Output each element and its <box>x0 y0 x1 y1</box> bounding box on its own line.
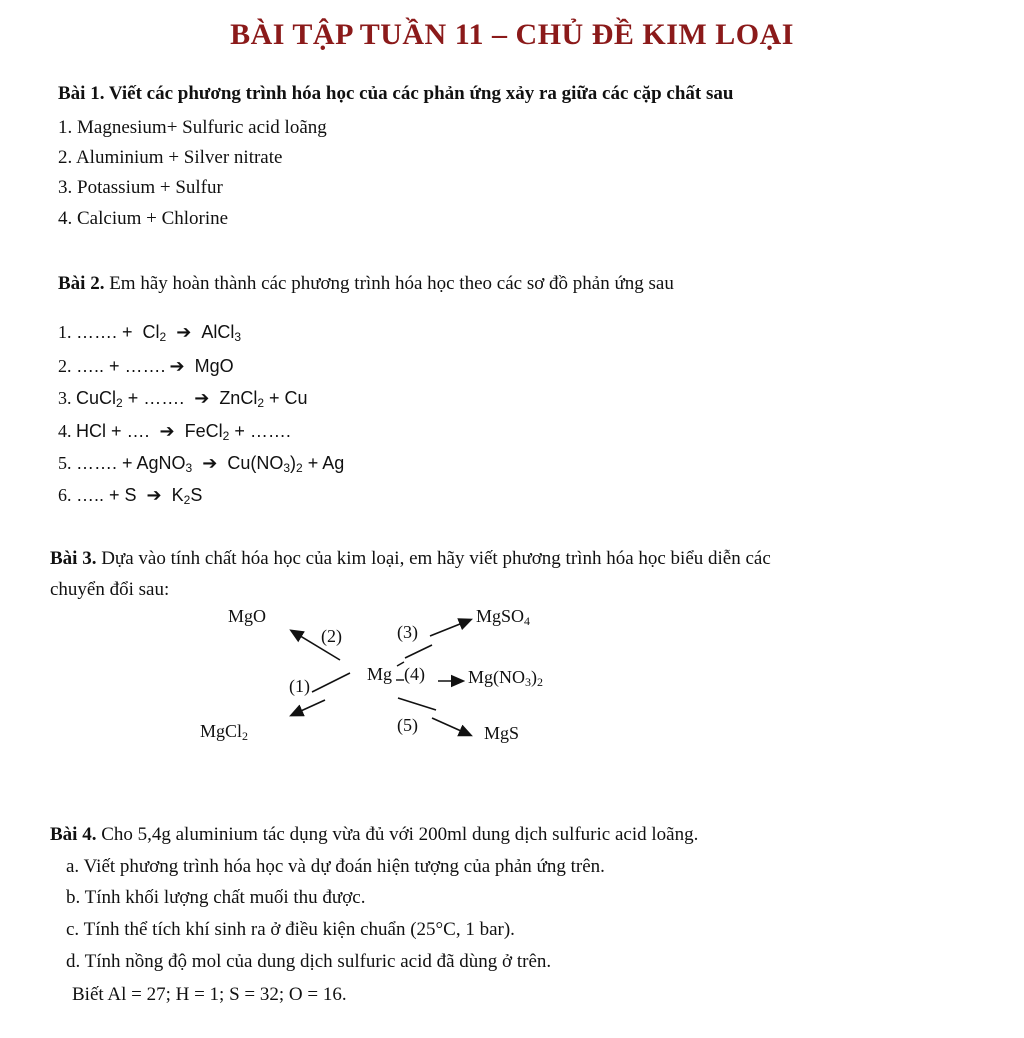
arrow-3-line <box>405 645 432 658</box>
arrow-icon: ➔ <box>159 421 175 441</box>
eq-subscript: 2 <box>116 396 123 410</box>
eq-reactant: Cl <box>142 322 160 342</box>
arrow-5-line <box>398 698 436 710</box>
node-mgso4 <box>476 606 530 627</box>
node-mgcl2 <box>200 721 248 742</box>
eq-reactant-blank: + ……. <box>122 388 185 408</box>
bai3-prompt-line2: chuyển đổi sau: <box>50 579 170 600</box>
arrow-3-icon <box>430 620 470 636</box>
step-label-4: (4) <box>404 664 425 684</box>
bai1-item-2: 2. Aluminium + Silver nitrate <box>58 147 283 168</box>
node-subscript: 2 <box>242 729 249 743</box>
eq-subscript: 3 <box>283 461 291 475</box>
node-subscript: 3 <box>525 675 531 689</box>
node-text: MgSO <box>476 606 525 626</box>
eq-reactant: CuCl <box>76 388 117 408</box>
page-title: BÀI TẬP TUẦN 11 – CHỦ ĐỀ KIM LOẠI <box>230 18 794 51</box>
step-label-1: (1) <box>289 676 310 696</box>
bai4-given-masses: Biết Al = 27; H = 1; S = 32; O = 16. <box>72 984 347 1005</box>
eq-number: 3. <box>58 388 76 408</box>
eq-number: 4. <box>58 421 76 441</box>
step-label-5: (5) <box>397 715 418 735</box>
arrow-icon: ➔ <box>202 453 218 473</box>
eq-reactant: ……. + AgNO <box>76 453 186 473</box>
eq-reactant-blank: ….. + ……. <box>76 356 166 376</box>
bai4-item-b: b. Tính khối lượng chất muối thu được. <box>66 887 366 908</box>
bai3-label: Bài 3. <box>50 548 97 569</box>
bai4-label: Bài 4. <box>50 824 97 845</box>
bai1-item-4: 4. Calcium + Chlorine <box>58 208 229 229</box>
arrow-1-icon <box>292 700 325 715</box>
eq-product: ZnCl <box>219 388 258 408</box>
bai4-item-d: d. Tính nồng độ mol của dung dịch sulfuric acid đã dùng ở trên. <box>66 951 552 972</box>
eq-subscript: 2 <box>222 429 230 443</box>
eq-product: + Ag <box>302 453 345 473</box>
eq-product: MgO <box>194 356 234 376</box>
arrow-icon: ➔ <box>169 356 185 376</box>
eq-product: Cu(NO <box>227 453 284 473</box>
eq-product: S <box>190 485 203 505</box>
arrow-icon: ➔ <box>146 485 162 505</box>
eq-number: 5. <box>58 453 76 473</box>
eq-product-paren: ) <box>290 453 297 473</box>
eq-product-blank: + ……. <box>229 421 291 441</box>
eq-product: + Cu <box>264 388 308 408</box>
eq-reactant: ….. + S <box>76 485 137 505</box>
eq-product: K <box>171 485 184 505</box>
arrow-4-dash <box>397 662 404 666</box>
node-subscript: 4 <box>524 614 531 628</box>
bai4-item-c: c. Tính thể tích khí sinh ra ở điều kiện chuẩn (25°C, 1 bar). <box>66 919 515 940</box>
eq-product: AlCl <box>201 322 235 342</box>
arrow-icon: ➔ <box>194 388 210 408</box>
bai2-prompt: Em hãy hoàn thành các phương trình hóa học theo các sơ đồ phản ứng sau <box>109 273 674 294</box>
step-label-2: (2) <box>321 626 342 646</box>
node-mg-center: Mg <box>367 664 393 684</box>
step-label-3: (3) <box>397 622 418 642</box>
bai4-prompt: Cho 5,4g aluminium tác dụng vừa đủ với 200ml dung dịch sulfuric acid loãng. <box>101 824 699 845</box>
eq-subscript: 3 <box>234 330 242 344</box>
node-text: Mg(NO <box>468 667 525 687</box>
arrow-5-icon <box>432 718 470 735</box>
bai1-item-1: 1. Magnesium+ Sulfuric acid loãng <box>58 117 327 138</box>
eq-product: FeCl <box>184 421 223 441</box>
eq-subscript: 2 <box>296 461 303 475</box>
bai3-prompt-line1: Dựa vào tính chất hóa học của kim loại, em hãy viết phương trình hóa học biểu diễn các <box>101 548 771 569</box>
bai1-label: Bài 1. <box>58 83 105 104</box>
node-mgs: MgS <box>484 723 520 743</box>
arrow-1-line <box>312 673 350 692</box>
node-mgno32 <box>468 667 543 688</box>
eq-subscript: 2 <box>183 493 191 507</box>
eq-number: 1. <box>58 322 76 342</box>
bai1-item-3: 3. Potassium + Sulfur <box>58 177 223 198</box>
eq-subscript: 2 <box>257 396 265 410</box>
node-text: ) <box>531 667 537 687</box>
eq-reactant-blank: HCl + …. <box>76 421 150 441</box>
node-text: MgCl <box>200 721 243 741</box>
eq-subscript: 2 <box>159 330 167 344</box>
bai2-label: Bài 2. <box>58 273 105 294</box>
node-subscript: 2 <box>537 675 543 689</box>
eq-number: 2. <box>58 356 76 376</box>
arrow-icon: ➔ <box>176 322 192 342</box>
eq-subscript: 3 <box>185 461 193 475</box>
bai4-item-a: a. Viết phương trình hóa học và dự đoán hiện tượng của phản ứng trên. <box>66 856 605 877</box>
eq-number: 6. <box>58 485 76 505</box>
node-mgo: MgO <box>228 606 267 626</box>
eq-reactant-blank: ……. + <box>76 322 133 342</box>
bai1-prompt: Viết các phương trình hóa học của các phản ứng xảy ra giữa các cặp chất sau <box>108 83 734 104</box>
bai4-heading <box>50 823 698 847</box>
